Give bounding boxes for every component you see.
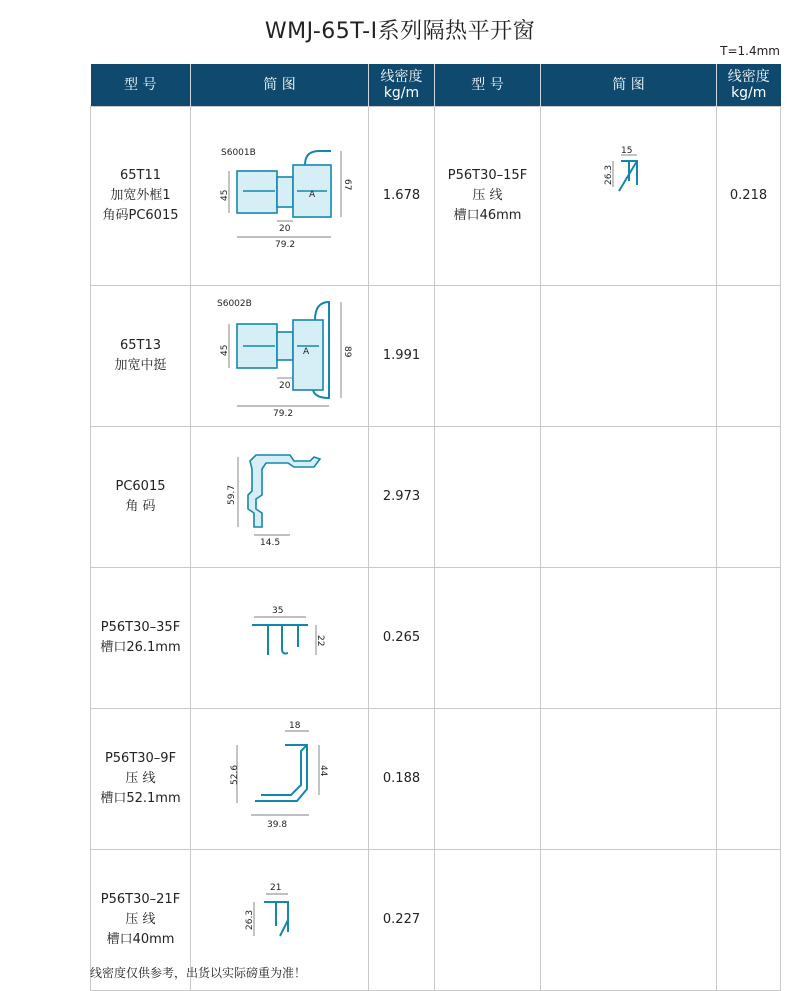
svg-text:35: 35 — [271, 606, 283, 616]
density-cell: 2.973 — [369, 427, 435, 568]
empty-cell — [435, 850, 541, 991]
header-model: 型 号 — [435, 64, 541, 107]
diagram-cell — [191, 709, 369, 850]
svg-text:20: 20 — [278, 224, 290, 234]
header-density: 线密度 kg/m — [369, 64, 435, 107]
header-density: 线密度 kg/m — [717, 64, 781, 107]
empty-cell — [717, 427, 781, 568]
svg-text:S6001B: S6001B — [220, 148, 256, 158]
svg-text:45: 45 — [219, 344, 230, 356]
density-cell: 1.991 — [369, 286, 435, 427]
density-cell: 0.218 — [717, 107, 781, 286]
table-header-row — [91, 64, 781, 107]
density-cell: 1.678 — [369, 107, 435, 286]
density-cell: 0.227 — [369, 850, 435, 991]
svg-text:79.2: 79.2 — [272, 409, 293, 418]
empty-cell — [541, 850, 717, 991]
thickness-note: T=1.4mm — [720, 44, 780, 58]
svg-text:52.6: 52.6 — [229, 764, 240, 785]
empty-cell — [541, 568, 717, 709]
profile-diagram-pc6015 — [210, 447, 350, 547]
page-title: WMJ-65T-Ⅰ系列隔热平开窗 — [264, 19, 536, 44]
svg-text:45: 45 — [219, 189, 230, 201]
header-diagram: 简 图 — [541, 64, 717, 107]
empty-cell — [717, 568, 781, 709]
svg-text:39.8: 39.8 — [266, 820, 287, 830]
model-cell: P56T30–21F 压 线 槽口40mm — [91, 850, 191, 991]
header-diagram: 简 图 — [191, 64, 369, 107]
table-row — [91, 107, 781, 286]
svg-text:S6002B: S6002B — [216, 299, 252, 309]
header-model: 型 号 — [91, 64, 191, 107]
model-cell: P56T30–9F 压 线 槽口52.1mm — [91, 709, 191, 850]
svg-text:59.7: 59.7 — [226, 484, 237, 505]
diagram-cell — [541, 107, 717, 286]
empty-cell — [435, 568, 541, 709]
svg-text:26.3: 26.3 — [603, 164, 614, 185]
profile-diagram-65t11 — [195, 141, 365, 251]
footnote: 线密度仅供参考，出货以实际磅重为准！ — [90, 966, 307, 980]
svg-text:20: 20 — [278, 381, 290, 391]
svg-text:18: 18 — [288, 721, 300, 731]
empty-cell — [717, 850, 781, 991]
svg-text:A: A — [308, 190, 315, 200]
svg-text:44: 44 — [317, 765, 328, 777]
svg-text:14.5: 14.5 — [259, 538, 280, 547]
model-cell: P56T30–15F 压 线 槽口46mm — [435, 107, 541, 286]
svg-text:79.2: 79.2 — [274, 240, 295, 250]
profile-diagram-p56t30-21f — [230, 880, 330, 960]
empty-cell — [541, 709, 717, 850]
empty-cell — [435, 709, 541, 850]
profile-diagram-p56t30-35f — [220, 603, 340, 673]
svg-text:22: 22 — [314, 635, 325, 647]
density-cell: 0.188 — [369, 709, 435, 850]
profile-diagram-p56t30-15f — [589, 145, 669, 205]
empty-cell — [541, 427, 717, 568]
profile-diagram-p56t30-9f — [215, 719, 345, 839]
diagram-cell — [191, 286, 369, 427]
empty-cell — [541, 286, 717, 427]
model-cell: 65T13 加宽中挺 — [91, 286, 191, 427]
table-row — [91, 427, 781, 568]
table-row — [91, 709, 781, 850]
svg-text:A: A — [302, 347, 309, 357]
model-cell: PC6015 角 码 — [91, 427, 191, 568]
model-cell: 65T11 加宽外框1 角码PC6015 — [91, 107, 191, 286]
empty-cell — [717, 709, 781, 850]
svg-text:67: 67 — [341, 179, 352, 191]
svg-text:15: 15 — [620, 146, 632, 156]
model-cell: P56T30–35F 槽口26.1mm — [91, 568, 191, 709]
diagram-cell — [191, 568, 369, 709]
svg-text:26.3: 26.3 — [244, 909, 255, 930]
empty-cell — [435, 286, 541, 427]
table-row — [91, 286, 781, 427]
svg-text:21: 21 — [269, 883, 281, 893]
table-row — [91, 568, 781, 709]
empty-cell — [717, 286, 781, 427]
density-cell: 0.265 — [369, 568, 435, 709]
empty-cell — [435, 427, 541, 568]
diagram-cell — [191, 107, 369, 286]
profile-diagram-65t13 — [195, 294, 365, 418]
svg-text:89: 89 — [341, 346, 352, 358]
diagram-cell — [191, 427, 369, 568]
profile-table — [90, 64, 781, 991]
